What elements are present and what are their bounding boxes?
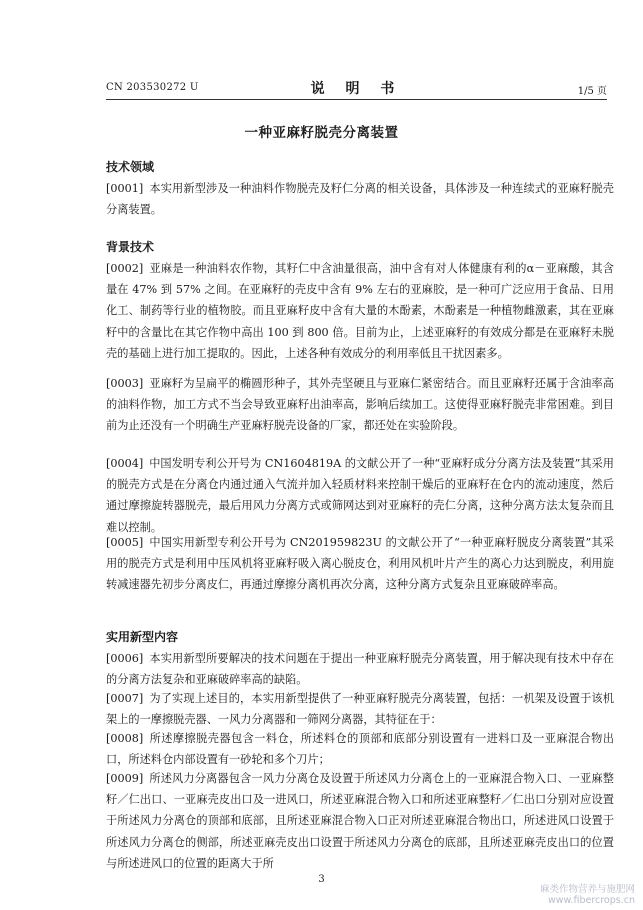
paragraph-text: 本实用新型涉及一种油料作物脱壳及籽仁分离的相关设备，具体涉及一种连续式的亚麻籽脱壳分离装置。 <box>106 182 614 217</box>
patent-number: CN 203530272 U <box>106 82 199 93</box>
header-rule <box>106 99 607 100</box>
paragraph-number: [0005] <box>106 536 144 549</box>
paragraph-number: [0007] <box>106 692 144 705</box>
paragraph-0007 <box>106 688 614 730</box>
paragraph-text: 所述风力分离器包含一风力分离仓及设置于所述风力分离仓上的一亚麻混合物入口、一亚麻整籽／仁出口、一亚麻壳皮出口及一进风口，所述亚麻混合物入口和所述亚麻整籽／仁出口分别对应设置于所述风力分离仓的顶部和底部，且所述亚麻混合物入口正对所述亚麻混合物出口，所述进风口设置于所述风力分离仓的侧部，所述亚麻壳皮出口设置于所述风力分离仓的底部，且所述亚麻壳皮出口的位置与所述进风口的位置的距离大于所 <box>106 772 614 870</box>
paragraph-text: 中国实用新型专利公开号为 CN201959823U 的文献公开了“一种亚麻籽脱皮分离装置”其采用的脱壳方式是利用中压风机将亚麻籽吸入离心脱皮仓，利用风机叶片产生的离心力达到脱皮，利用旋转减速器先初步分离皮仁，再通过摩擦分离机再次分离，这种分离方式复杂且亚麻破碎率高。 <box>106 536 614 592</box>
watermark <box>540 884 635 906</box>
watermark-url: www.fibercrops.cn <box>548 895 635 906</box>
paragraph-0002 <box>106 258 614 364</box>
paragraph-text: 亚麻籽为呈扁平的椭圆形种子，其外壳坚硬且与亚麻仁紧密结合。而且亚麻籽还属于含油率高的油料作物，加工方式不当会导致亚麻籽出油率高，影响后续加工。这使得亚麻籽脱壳非常困难。到目前为止还没有一个明确生产亚麻籽脱壳设备的厂家，都还处在实验阶段。 <box>106 377 614 433</box>
section-heading-technical-field: 技术领域 <box>106 160 155 174</box>
document-type: 说 明 书 <box>310 81 403 97</box>
paragraph-number: [0002] <box>106 262 144 275</box>
paragraph-number: [0004] <box>106 457 144 470</box>
paragraph-text: 亚麻是一种油料农作物，其籽仁中含油量很高，油中含有对人体健康有利的α－亚麻酸，其含量在 47% 到 57% 之间。在亚麻籽的壳皮中含有 9% 左右的亚麻胶，是一种可广泛应用于食品、日用化工、制药等行业的植物胶。而且亚麻籽皮中含有大量的木酚素，木酚素是一种植物雌激素，其在亚麻籽中的含量比在其它作物中高出 100 到 800 倍。目前为止，上述亚麻籽的有效成分都是在亚麻籽未脱壳的基础上进行加工提取的。因此，上述各种有效成分的利用率低且干扰因素多。 <box>106 262 614 360</box>
page-info: 1/5 页 <box>577 86 607 97</box>
paragraph-0008 <box>106 728 614 770</box>
paragraph-0001 <box>106 178 614 220</box>
document-title: 一种亚麻籽脱壳分离装置 <box>244 125 399 141</box>
paragraph-number: [0003] <box>106 377 144 390</box>
paragraph-0009 <box>106 768 614 874</box>
watermark-site-name: 麻类作物营养与施肥网 <box>539 884 635 895</box>
paragraph-number: [0009] <box>106 772 144 785</box>
section-heading-utility-model-content: 实用新型内容 <box>106 630 179 644</box>
paragraph-0003 <box>106 373 614 437</box>
paragraph-number: [0008] <box>106 732 144 745</box>
paragraph-text: 所述摩擦脱壳器包含一料仓，所述料仓的顶部和底部分别设置有一进料口及一亚麻混合物出口，所述料仓内部设置有一砂轮和多个刀片； <box>106 732 614 767</box>
paragraph-number: [0001] <box>106 182 144 195</box>
paragraph-text: 中国发明专利公开号为 CN1604819A 的文献公开了一种“亚麻籽成分分离方法及装置”其采用的脱壳方式是在分离仓内通过通入气流并加入轻质材料来控制干燥后的亚麻籽在仓内的流动速度，然后通过摩擦旋转器脱壳，最后用风力分离方式或筛网达到对亚麻籽的壳仁分离，这种分离方法太复杂而且难以控制。 <box>106 457 614 534</box>
paragraph-0004 <box>106 453 614 538</box>
paragraph-0006 <box>106 648 614 690</box>
paragraph-text: 本实用新型所要解决的技术问题在于提出一种亚麻籽脱壳分离装置，用于解决现有技术中存在的分离方法复杂和亚麻破碎率高的缺陷。 <box>106 652 614 687</box>
paragraph-0005 <box>106 532 614 596</box>
section-heading-background: 背景技术 <box>106 240 155 254</box>
page-header <box>106 78 607 98</box>
paragraph-number: [0006] <box>106 652 144 665</box>
page-number: 3 <box>318 874 325 885</box>
paragraph-text: 为了实现上述目的，本实用新型提供了一种亚麻籽脱壳分离装置，包括：一机架及设置于该机架上的一摩擦脱壳器、一风力分离器和一筛网分离器，其特征在于： <box>106 692 614 727</box>
